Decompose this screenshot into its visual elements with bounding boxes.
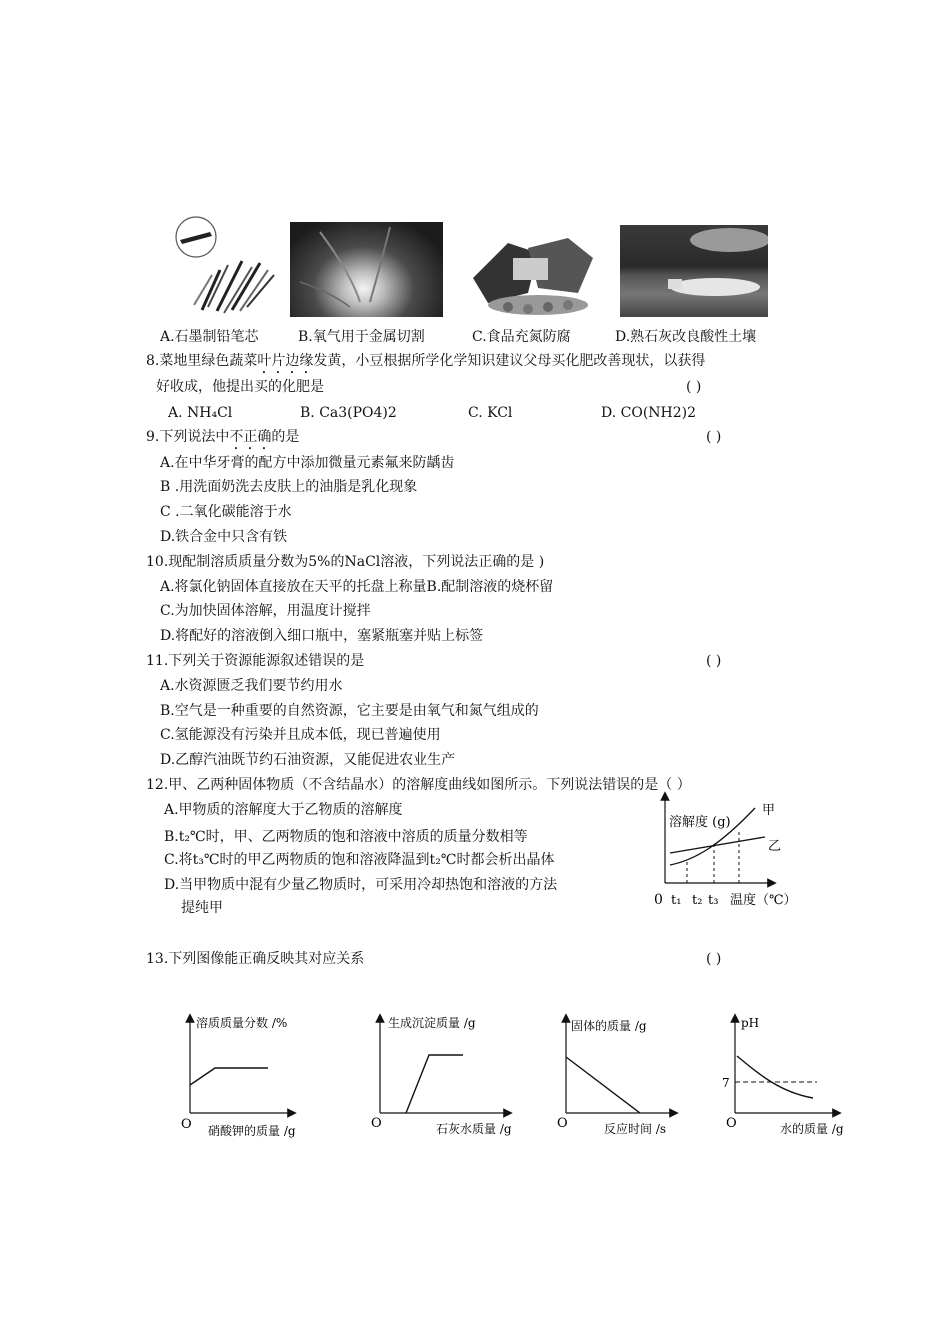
graph-2 — [370, 1010, 530, 1140]
metal-cutting-image — [290, 222, 443, 317]
graph-origin: 0 — [654, 892, 663, 908]
g4-origin: O — [726, 1116, 737, 1131]
g1-line — [190, 1068, 268, 1085]
g4-curve — [737, 1056, 813, 1098]
q8-option-d: D. CO(NH2)2 — [601, 405, 697, 421]
pencil-icon — [172, 215, 282, 315]
g3-ylabel: 固体的质量 /g — [571, 1019, 647, 1033]
g1-ylabel: 溶质质量分数 /% — [196, 1016, 288, 1030]
g1-xlabel: 硝酸钾的质量 /g — [208, 1124, 296, 1138]
q9-stem-pre: 9.下列说法中 — [146, 429, 230, 445]
food-package-image — [468, 233, 600, 318]
q10-option-d: D.将配好的溶液倒入细口瓶中，塞紧瓶塞并贴上标签 — [160, 628, 484, 644]
q12-option-d-cont: 提纯甲 — [181, 900, 223, 916]
graph-ylabel: 溶解度 (g) — [669, 815, 731, 830]
q11-answer-bracket: ( ) — [706, 653, 722, 669]
q9-stem — [146, 428, 299, 453]
snack-bag-icon — [468, 233, 600, 318]
g1-origin: O — [181, 1117, 192, 1132]
g4-ylabel: pH — [741, 1016, 760, 1030]
q8-stem-line1 — [146, 352, 705, 377]
q13-stem: 13.下列图像能正确反映其对应关系 — [146, 951, 365, 967]
q11-stem: 11.下列关于资源能源叙述错误的是 — [146, 653, 365, 669]
g3-line — [566, 1057, 640, 1113]
q11-option-c: C.氢能源没有污染并且成本低，现已普遍使用 — [160, 727, 441, 743]
g2-line — [406, 1055, 463, 1113]
graph-xlabel: 温度（℃） — [730, 893, 797, 908]
graph-4 — [722, 1010, 865, 1140]
q8-option-b: B. Ca3(PO4)2 — [300, 405, 397, 421]
image-caption-a: A.石墨制铅笔芯 — [160, 329, 259, 345]
q9-stem-emphasis: 不正确 — [229, 429, 272, 445]
q11-option-a: A.水资源匮乏我们要节约用水 — [160, 678, 343, 694]
q12-option-a: A.甲物质的溶解度大于乙物质的溶解度 — [164, 802, 403, 818]
q9-option-b: B .用洗面奶洗去皮肤上的油脂是乳化现象 — [160, 479, 418, 495]
q8-answer-bracket: ( ) — [686, 379, 702, 395]
tick-t3: t₃ — [708, 893, 719, 908]
q12-option-d: D.当甲物质中混有少量乙物质时，可采用冷却热饱和溶液的方法 — [164, 877, 558, 893]
q8-stem-line2: 好收成，他提出买的化肥是 — [156, 379, 324, 395]
curve-yi-label: 乙 — [768, 839, 782, 854]
image-caption-d: D.熟石灰改良酸性土壤 — [615, 329, 757, 345]
image-caption-b: B.氧气用于金属切割 — [298, 329, 425, 345]
pencil-lead-image — [172, 215, 282, 315]
solubility-graph — [650, 790, 820, 910]
g2-origin: O — [371, 1116, 382, 1131]
soil-field-image — [620, 225, 768, 317]
q10-option-c: C.为加快固体溶解，用温度计搅拌 — [160, 603, 371, 619]
q13-answer-bracket: ( ) — [706, 951, 722, 967]
g4-xlabel: 水的质量 /g — [780, 1122, 844, 1136]
sparks-icon — [290, 222, 443, 317]
g4-mark-7: 7 — [722, 1076, 730, 1090]
field-icon — [620, 225, 768, 317]
graph-1 — [180, 1010, 320, 1140]
q9-stem-post: 的是 — [271, 429, 300, 445]
q8-option-c: C. KCl — [468, 405, 513, 421]
q9-answer-bracket: ( ) — [706, 429, 722, 445]
image-caption-c: C.食品充氮防腐 — [472, 329, 571, 345]
g3-origin: O — [557, 1116, 568, 1131]
g2-xlabel: 石灰水质量 /g — [436, 1122, 512, 1136]
g3-xlabel: 反应时间 /s — [604, 1122, 667, 1136]
q8-stem-pre: 8.菜地里绿色蔬菜 — [146, 353, 258, 369]
q9-option-c: C .二氧化碳能溶于水 — [160, 504, 292, 520]
curve-jia-label: 甲 — [762, 803, 776, 818]
q10-option-a: A.将氯化钠固体直接放在天平的托盘上称量B.配制溶液的烧杯留 — [160, 579, 554, 595]
q10-stem: 10.现配制溶质质量分数为5%的NaCl溶液，下列说法正确的是 ) — [146, 554, 545, 570]
q12-stem: 12.甲、乙两种固体物质（不含结晶水）的溶解度曲线如图所示。下列说法错误的是（ ） — [146, 777, 691, 793]
graph-3 — [556, 1010, 696, 1140]
q11-option-d: D.乙醇汽油既节约石油资源，又能促进农业生产 — [160, 752, 456, 768]
q11-option-b: B.空气是一种重要的自然资源，它主要是由氧气和氮气组成的 — [160, 703, 539, 719]
q9-option-a: A.在中华牙膏的配方中添加微量元素氟来防龋齿 — [160, 455, 455, 471]
q12-option-b: B.t₂℃时，甲、乙两物质的饱和溶液中溶质的质量分数相等 — [164, 829, 528, 845]
tick-t1: t₁ — [671, 893, 682, 908]
q12-option-c: C.将t₃℃时的甲乙两物质的饱和溶液降温到t₂℃时都会析出晶体 — [164, 852, 555, 868]
q9-option-d: D.铁合金中只含有铁 — [160, 529, 288, 545]
q8-stem-emphasis: 叶片边缘 — [257, 353, 314, 369]
q8-stem-post: 发黄，小豆根据所学化学知识建议父母买化肥改善现状，以获得 — [313, 353, 706, 369]
q8-option-a: A. NH₄Cl — [168, 405, 233, 421]
g2-ylabel: 生成沉淀质量 /g — [388, 1016, 476, 1030]
tick-t2: t₂ — [692, 893, 703, 908]
curve-yi — [670, 837, 765, 853]
